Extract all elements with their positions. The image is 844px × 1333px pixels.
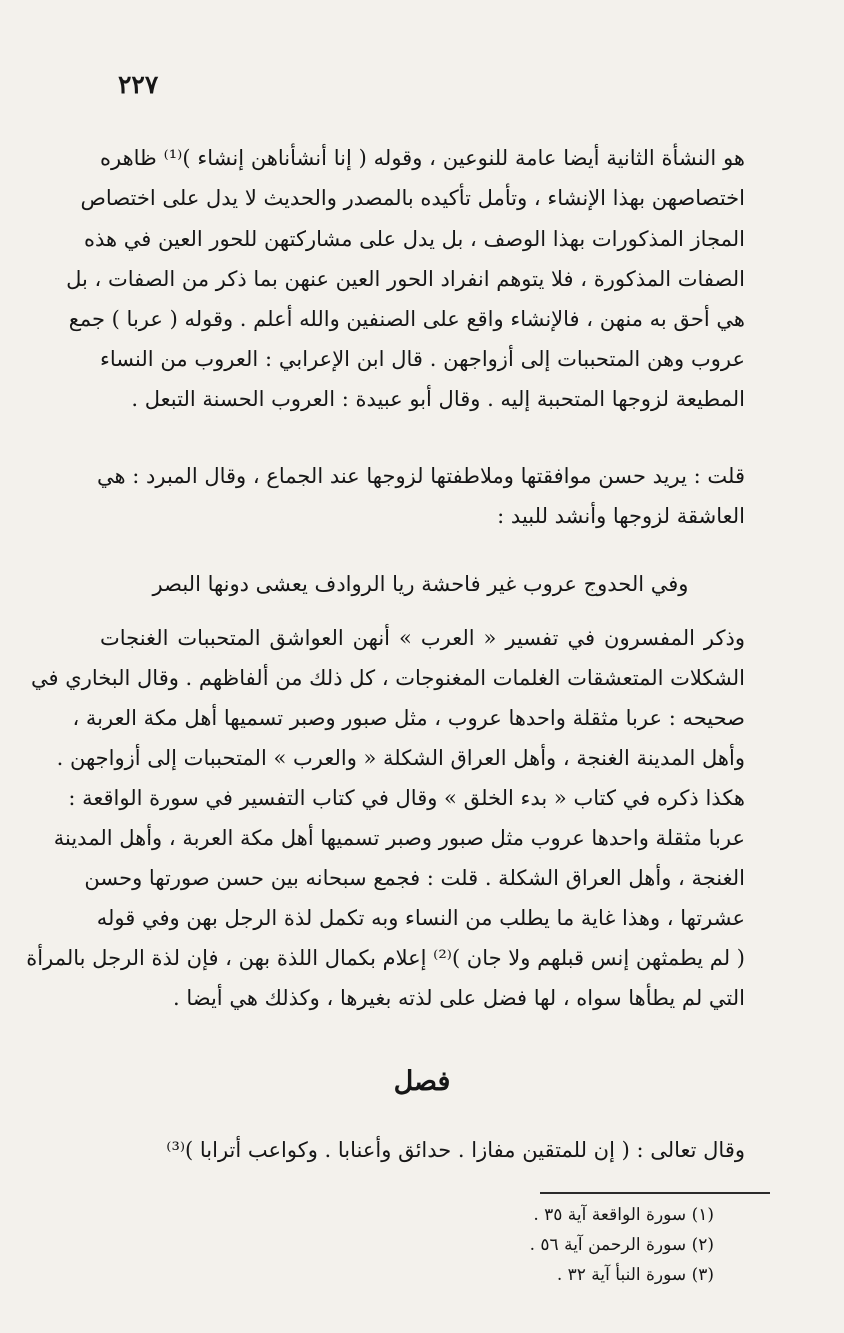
commentary-line: التي لم يطأها سواه ، لها فضل على لذته بغيرها ، وكذلك هي أيضا . bbox=[173, 986, 745, 1010]
commentary-line: عربا مثقلة واحدها عروب مثل صبور وصبر تسميها أهل مكة العربة ، وأهل المدينة bbox=[53, 826, 745, 850]
body-line: هو النشأة الثانية أيضا عامة للنوعين ، وقوله ( إنا أنشأناهن إنشاء )⁽¹⁾ ظاهره bbox=[100, 146, 745, 170]
footnote: (١) سورة الواقعة آية ٣٥ . bbox=[533, 1205, 714, 1225]
commentary-line: وأهل المدينة الغنجة ، وأهل العراق الشكلة « والعرب » المتحببات إلى أزواجهن . bbox=[56, 746, 745, 770]
footnote: (٢) سورة الرحمن آية ٥٦ . bbox=[529, 1235, 714, 1255]
body-line: المطيعة لزوجها المتحببة إليه . وقال أبو عبيدة : العروب الحسنة التبعل . bbox=[131, 387, 745, 411]
quran-quote-line: وقال تعالى : ( إن للمتقين مفازا . حدائق وأعنابا . وكواعب أترابا )⁽³⁾ bbox=[166, 1138, 745, 1162]
quote-line: العاشقة لزوجها وأنشد للبيد : bbox=[497, 504, 745, 528]
page-number: ٢٢٧ bbox=[118, 70, 159, 99]
quote-line: قلت : يريد حسن موافقتها وملاطفتها لزوجها عند الجماع ، وقال المبرد : هي bbox=[97, 464, 745, 488]
footnote: (٣) سورة النبأ آية ٣٢ . bbox=[556, 1265, 714, 1285]
body-line: الصفات المذكورة ، فلا يتوهم انفراد الحور العين عنهن بما ذكر من الصفات ، بل bbox=[66, 267, 745, 291]
body-line: هي أحق به منهن ، فالإنشاء واقع على الصنفين والله أعلم . وقوله ( عربا ) جمع bbox=[68, 307, 745, 331]
commentary-line: عشرتها ، وهذا غاية ما يطلب من النساء وبه تكمل لذة الرجل بهن وفي قوله bbox=[96, 906, 745, 930]
body-line: المجاز المذكورات بهذا الوصف ، بل يدل على مشاركتهن للحور العين في هذه bbox=[84, 227, 745, 251]
poetry-verse: وفي الحدوج عروب غير فاحشة ريا الروادف يعشى دونها البصر bbox=[152, 572, 689, 596]
commentary-line: هكذا ذكره في كتاب « بدء الخلق » وقال في كتاب التفسير في سورة الواقعة : bbox=[68, 786, 745, 810]
body-line: اختصاصهن بهذا الإنشاء ، وتأمل تأكيده بالمصدر والحديث لا يدل على اختصاص bbox=[80, 186, 745, 210]
footnote-divider bbox=[540, 1192, 770, 1194]
commentary-line: وذكر المفسرون في تفسير « العرب » أنهن العواشق المتحببات الغنجات bbox=[100, 626, 745, 650]
chapter-heading: فصل bbox=[393, 1066, 451, 1097]
commentary-line: الغنجة ، وأهل العراق الشكلة . قلت : فجمع سبحانه بين حسن صورتها وحسن bbox=[84, 866, 745, 890]
body-line: عروب وهن المتحببات إلى أزواجهن . قال ابن الإعرابي : العروب من النساء bbox=[100, 347, 745, 371]
commentary-line: ( لم يطمثهن إنس قبلهم ولا جان )⁽²⁾ إعلام بكمال اللذة بهن ، فإن لذة الرجل بالمرأة bbox=[26, 946, 745, 970]
commentary-line: صحيحه : عربا مثقلة واحدها عروب ، مثل صبور وصبر تسميها أهل مكة العربة ، bbox=[72, 706, 745, 730]
commentary-line: الشكلات المتعشقات الغلمات المغنوجات ، كل ذلك من ألفاظهم . وقال البخاري في bbox=[31, 666, 745, 690]
